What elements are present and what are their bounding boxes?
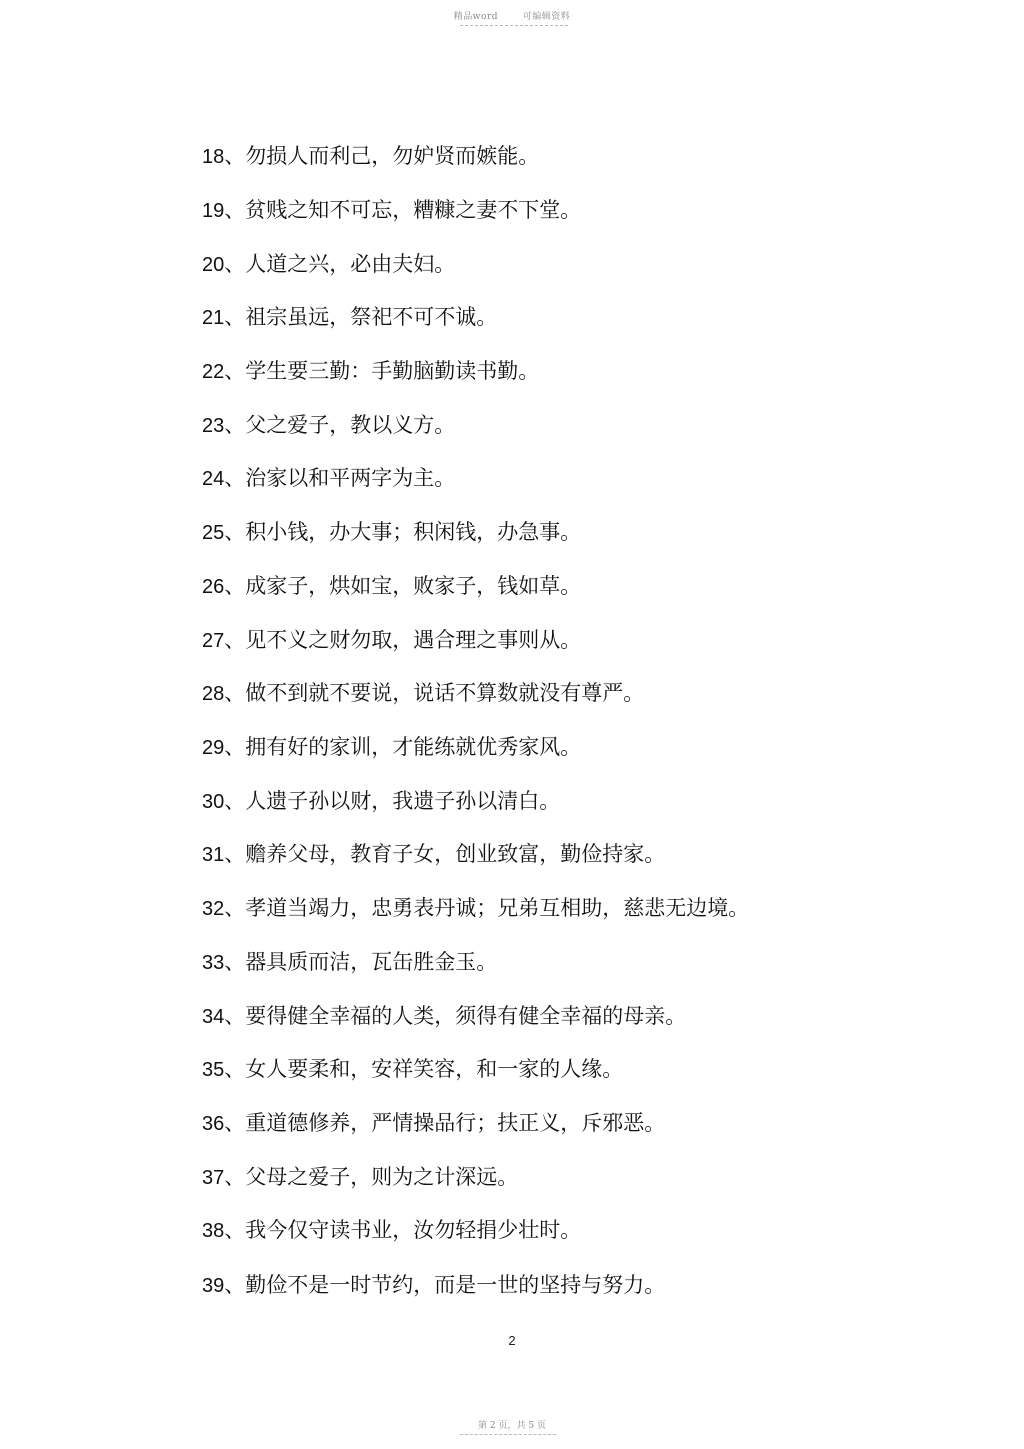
item-text: 人遗子孙以财，我遗子孙以清白。 — [245, 789, 561, 813]
item-text: 见不义之财勿取，遇合理之事则从。 — [245, 628, 582, 652]
item-text: 祖宗虽远，祭祀不可不诚。 — [245, 305, 498, 329]
item-separator: 、 — [224, 520, 246, 544]
item-text: 孝道当竭力，忠勇表丹诚；兄弟互相助，慈悲无边境。 — [245, 896, 750, 920]
list-item — [202, 1108, 665, 1138]
list-item — [202, 839, 665, 869]
list-item — [202, 195, 581, 225]
item-number: 24 — [202, 468, 225, 490]
item-separator: 、 — [224, 896, 246, 920]
item-number: 37 — [202, 1167, 225, 1189]
item-number: 32 — [202, 898, 225, 920]
list-item — [202, 517, 581, 547]
item-number: 21 — [202, 307, 225, 329]
item-separator: 、 — [224, 628, 246, 652]
item-text: 积小钱，办大事；积闲钱，办急事。 — [245, 520, 582, 544]
list-item — [202, 141, 539, 171]
item-text: 贫贱之知不可忘，糟糠之妻不下堂。 — [245, 198, 582, 222]
item-number: 39 — [202, 1275, 225, 1297]
item-number: 23 — [202, 415, 225, 437]
item-separator: 、 — [224, 842, 246, 866]
item-text: 器具质而洁，瓦缶胜金玉。 — [245, 950, 498, 974]
item-separator: 、 — [224, 735, 246, 759]
item-number: 36 — [202, 1113, 225, 1135]
list-item — [202, 249, 455, 279]
item-separator: 、 — [224, 1165, 246, 1189]
item-separator: 、 — [224, 466, 246, 490]
item-number: 19 — [202, 200, 225, 222]
list-item — [202, 1270, 665, 1300]
list-item — [202, 786, 560, 816]
item-text: 成家子，烘如宝，败家子，钱如草。 — [245, 574, 582, 598]
list-item — [202, 463, 455, 493]
page-footer: 第 2 页，共 5 页 — [478, 1421, 546, 1431]
item-text: 勿损人而利己，勿妒贤而嫉能。 — [245, 144, 540, 168]
header-right-text: 可编辑资料 — [522, 12, 571, 22]
item-separator: 、 — [224, 1111, 246, 1135]
item-number: 18 — [202, 146, 225, 168]
item-separator: 、 — [224, 359, 246, 383]
item-number: 38 — [202, 1220, 225, 1242]
header-left-text: 精品word — [453, 12, 498, 22]
item-text: 父母之爱子，则为之计深远。 — [245, 1165, 519, 1189]
list-item — [202, 1215, 581, 1245]
list-item — [202, 1001, 686, 1031]
item-separator: 、 — [224, 413, 246, 437]
list-item — [202, 1162, 518, 1192]
item-number: 30 — [202, 791, 225, 813]
item-number: 31 — [202, 844, 225, 866]
item-separator: 、 — [224, 252, 246, 276]
list-item — [202, 947, 497, 977]
item-separator: 、 — [224, 1004, 246, 1028]
list-item — [202, 1054, 623, 1084]
item-number: 27 — [202, 630, 225, 652]
item-number: 28 — [202, 683, 225, 705]
item-separator: 、 — [224, 574, 246, 598]
item-number: 25 — [202, 522, 225, 544]
list-item — [202, 356, 539, 386]
item-text: 治家以和平两字为主。 — [245, 466, 456, 490]
list-item — [202, 732, 581, 762]
item-text: 要得健全幸福的人类，须得有健全幸福的母亲。 — [245, 1004, 687, 1028]
item-number: 26 — [202, 576, 225, 598]
list-item — [202, 410, 455, 440]
item-separator: 、 — [224, 1273, 246, 1297]
item-text: 我今仅守读书业，汝勿轻捐少壮时。 — [245, 1218, 582, 1242]
item-number: 33 — [202, 952, 225, 974]
item-number: 29 — [202, 737, 225, 759]
item-text: 父之爱子，教以义方。 — [245, 413, 456, 437]
item-separator: 、 — [224, 198, 246, 222]
page-number: 2 — [508, 1333, 516, 1348]
item-text: 赡养父母，教育子女，创业致富，勤俭持家。 — [245, 842, 666, 866]
item-number: 35 — [202, 1059, 225, 1081]
item-text: 学生要三勤：手勤脑勤读书勤。 — [245, 359, 540, 383]
list-item — [202, 302, 497, 332]
item-text: 拥有好的家训，才能练就优秀家风。 — [245, 735, 582, 759]
item-separator: 、 — [224, 305, 246, 329]
item-number: 20 — [202, 254, 225, 276]
item-separator: 、 — [224, 1218, 246, 1242]
item-separator: 、 — [224, 1057, 246, 1081]
list-item — [202, 678, 644, 708]
item-text: 做不到就不要说，说话不算数就没有尊严。 — [245, 681, 645, 705]
list-item — [202, 893, 749, 923]
item-text: 勤俭不是一时节约，而是一世的坚持与努力。 — [245, 1273, 666, 1297]
item-separator: 、 — [224, 681, 246, 705]
list-item — [202, 571, 581, 601]
item-separator: 、 — [224, 144, 246, 168]
item-text: 重道德修养，严情操品行；扶正义，斥邪恶。 — [245, 1111, 666, 1135]
item-separator: 、 — [224, 950, 246, 974]
item-text: 人道之兴，必由夫妇。 — [245, 252, 456, 276]
item-text: 女人要柔和，安祥笑容，和一家的人缘。 — [245, 1057, 624, 1081]
list-item — [202, 625, 581, 655]
footer-divider — [460, 1434, 556, 1435]
item-number: 34 — [202, 1006, 225, 1028]
item-separator: 、 — [224, 789, 246, 813]
item-number: 22 — [202, 361, 225, 383]
